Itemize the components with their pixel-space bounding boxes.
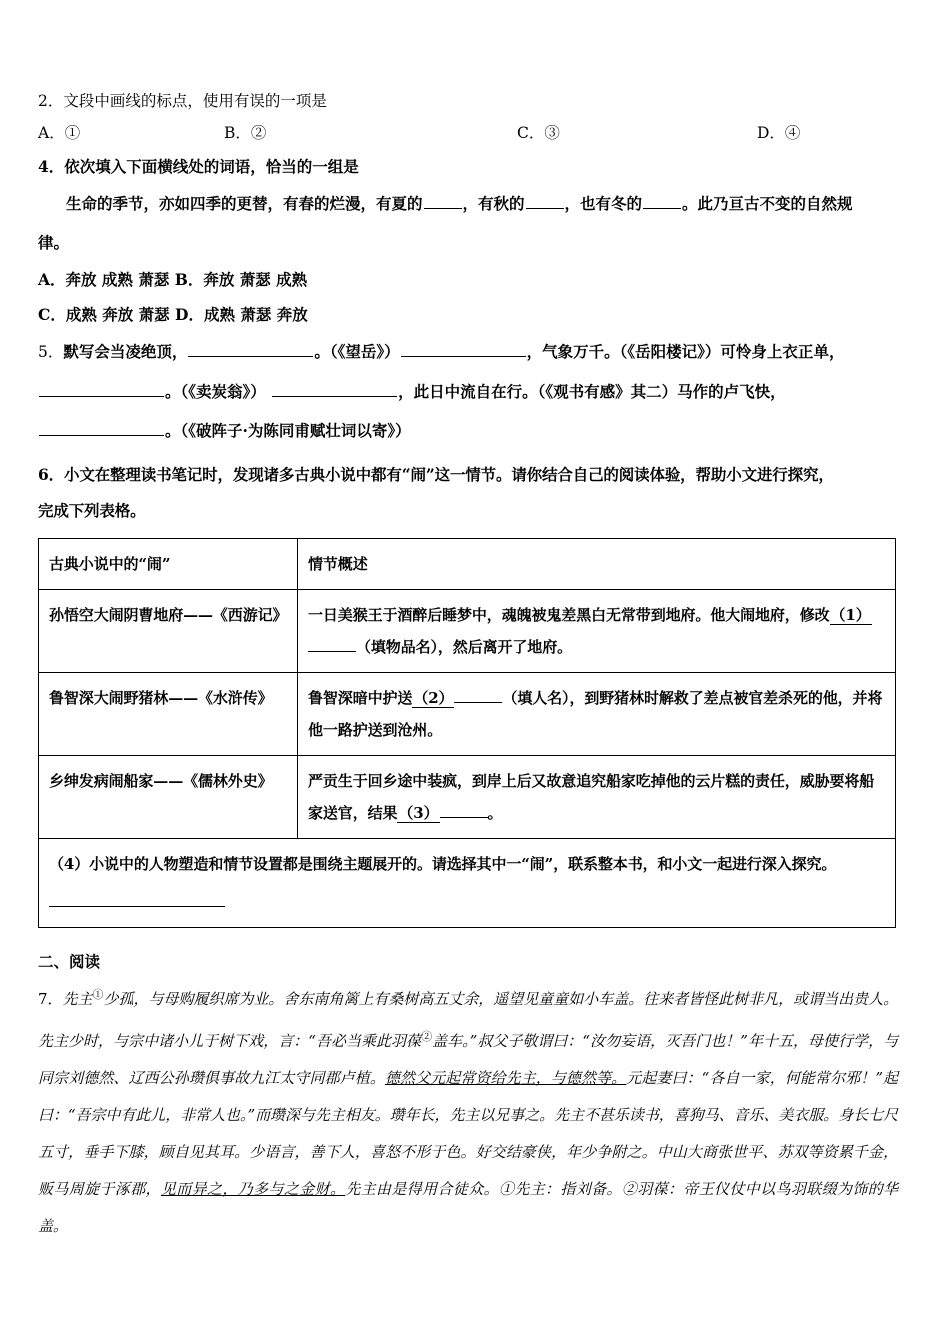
option-b[interactable]: B．② [224, 124, 267, 142]
page-content [38, 86, 898, 1245]
question-5-number: 5． [38, 343, 64, 361]
table-row-1-title: 孙悟空大闹阴曹地府——《西游记》 [39, 590, 298, 673]
question-4-number: 4． [38, 157, 65, 176]
table-row [39, 756, 896, 839]
footnote-marker-2: ② [421, 1030, 433, 1043]
question-4-choice-row-2[interactable]: C．成熟 奔放 萧瑟 D．成熟 萧瑟 奔放 [38, 305, 308, 324]
row-3-text-post: 。 [487, 804, 503, 822]
question-7-number: 7． [38, 990, 63, 1008]
question-4-body-part3: ，也有冬的 [564, 194, 643, 213]
row-1-blank[interactable] [308, 636, 356, 652]
recite-blank-3[interactable] [39, 381, 164, 397]
passage-seg-4: 元起妻曰：“各自一家，何能常尔邪！”起曰：“吾宗中有此儿，非常人也。”而瓒深与先主相友。瓒年长，先主以兄事之。先主不甚乐读书，喜狗马、音乐、美衣服。身长七尺五寸，垂手下膝，顾自见其耳。少语言，善下人，喜怒不形于色。好交结豪侠，年少争附之。中山大商张世平、苏双等资累千金，贩马周旋于涿郡， [38, 1069, 899, 1198]
section-heading-reading: 二、阅读 [38, 952, 101, 971]
option-c[interactable]: C．③ [517, 124, 560, 142]
table-header-cell-1: 古典小说中的“闹” [39, 539, 298, 590]
question-4-stem [38, 150, 898, 184]
question-6-number: 6． [38, 465, 64, 484]
plot-summary-table [38, 538, 896, 928]
table-row [39, 673, 896, 756]
row-2-text-post: （填人名），到野猪林时解救了差点被官差杀死的他，并将他一路护送到沧州。 [308, 689, 883, 739]
recite-blank-4[interactable] [272, 381, 397, 397]
question-5-label: 默写 [63, 342, 95, 361]
question-4-body-part2: ，有秋的 [462, 194, 525, 213]
table-row-3-title: 乡绅发病闹船家——《儒林外史》 [39, 756, 298, 839]
question-5-seg5: 。（《卖炭翁》） [165, 382, 266, 401]
table-row-2-title: 鲁智深大闹野猪林——《水浒传》 [39, 673, 298, 756]
question-5-seg4: 单， [813, 342, 845, 361]
question-6-stem-line1: 小文在整理读书笔记时，发现诸多古典小说中都有“闹”这一情节。请你结合自己的阅读体验，帮助小文进行探究， [64, 465, 834, 484]
row-2-blank-marker: （2） [413, 689, 454, 707]
question-4-body [38, 184, 898, 223]
recite-blank-2[interactable] [401, 341, 526, 357]
table-row-1-summary [298, 590, 896, 673]
question-2-stem-text: 文段中画线的标点，使用有误的一项是 [63, 92, 327, 110]
question-2-stem [38, 86, 898, 116]
answer-write-line[interactable] [49, 894, 225, 907]
row-1-blank-marker: （1） [830, 606, 871, 624]
table-row [39, 590, 896, 673]
classical-passage [38, 976, 898, 1245]
passage-underline-1: 德然父元起常资给先主，与德然等。 [384, 1069, 627, 1087]
question-4-body-part4: 。此乃亘古不变的自然规 [682, 194, 853, 213]
question-2-options [38, 116, 898, 150]
option-a[interactable]: A．① [38, 124, 81, 142]
question-4-choice-row-1[interactable]: A．奔放 成熟 萧瑟 B．奔放 萧瑟 成熟 [38, 270, 308, 289]
row-3-blank-marker: （3） [398, 804, 439, 822]
question-5-seg3: ，气象万千。（《岳阳楼记》）可怜身上衣正 [526, 342, 814, 361]
table-row-3-summary [298, 756, 896, 839]
option-d[interactable]: D．④ [757, 124, 801, 142]
fill-blank-3[interactable] [643, 193, 681, 209]
question-4-stem-text: 依次填入下面横线处的词语，恰当的一组是 [64, 157, 359, 176]
row-3-text-pre: 严贡生于回乡途中装疯，到岸上后又故意追究船家吃掉他的云片糕的责任，威胁要将船家送官，结果 [308, 772, 875, 822]
passage-seg-5: 先主由是得用合徒众。①先主：指刘备。②羽葆：帝王仪仗中以鸟羽联缀为饰的华盖。 [38, 1180, 898, 1235]
passage-seg-1: 先主 [62, 990, 93, 1008]
passage-seg-3: 盖车。”叔父子敬谓曰：“汝勿妄语，灭吾门也！”年十五，母使行学，与同宗刘德然、辽西公孙瓒俱事故九江太守同郡卢植。 [38, 1032, 898, 1087]
row-1-text-pre: 一日美猴王于酒醉后睡梦中，魂魄被鬼差黑白无常带到地府。他大闹地府，修改 [308, 606, 830, 624]
table-final-prompt-text: （4）小说中的人物塑造和情节设置都是围绕主题展开的。请选择其中一“闹”，联系整本书，和小文一起进行深入探究。 [49, 855, 837, 873]
row-3-blank[interactable] [440, 802, 488, 818]
fill-blank-2[interactable] [526, 193, 564, 209]
recite-blank-1[interactable] [188, 341, 313, 357]
question-4-body-part1: 生命的季节，亦如四季的更替，有春的烂漫，有夏的 [66, 194, 423, 213]
question-5-seg1: 会当凌绝顶， [94, 342, 188, 361]
recite-blank-5[interactable] [39, 420, 164, 436]
row-2-blank[interactable] [454, 687, 502, 703]
question-5-seg7: 。（《破阵子·为陈同甫赋壮词以寄》） [165, 421, 411, 440]
fill-blank-1[interactable] [424, 193, 462, 209]
question-5-seg6: ，此日中流自在行。（《观书有感》其二）马作的卢飞快， [398, 382, 786, 401]
question-6-stem-line2: 完成下列表格。 [38, 501, 146, 520]
question-5-seg2: 。（《望岳》） [314, 342, 400, 361]
table-row-2-summary [298, 673, 896, 756]
passage-underline-2: 见而异之，乃多与之金财。 [160, 1180, 346, 1198]
question-2-number: 2． [38, 92, 64, 110]
table-row-final [39, 839, 896, 928]
table-header-row [39, 539, 896, 590]
row-1-text-post: （填物品名），然后离开了地府。 [356, 638, 573, 656]
question-5 [38, 332, 898, 450]
question-6-stem [38, 457, 898, 493]
row-2-text-pre: 鲁智深暗中护送 [308, 689, 413, 707]
table-header-cell-2: 情节概述 [298, 539, 896, 590]
table-final-prompt [39, 839, 896, 928]
footnote-marker-1: ① [92, 988, 104, 1001]
question-4-body-cont: 律。 [38, 233, 70, 252]
passage-seg-2: 少孤，与母购履织席为业。舍东南角篱上有桑树高五丈余，遥望见童童如小车盖。往来者皆怪此树非凡，或谓当出贵人。先主少时，与宗中诸小儿于树下戏，言：“吾必当乘此羽葆 [38, 990, 898, 1050]
